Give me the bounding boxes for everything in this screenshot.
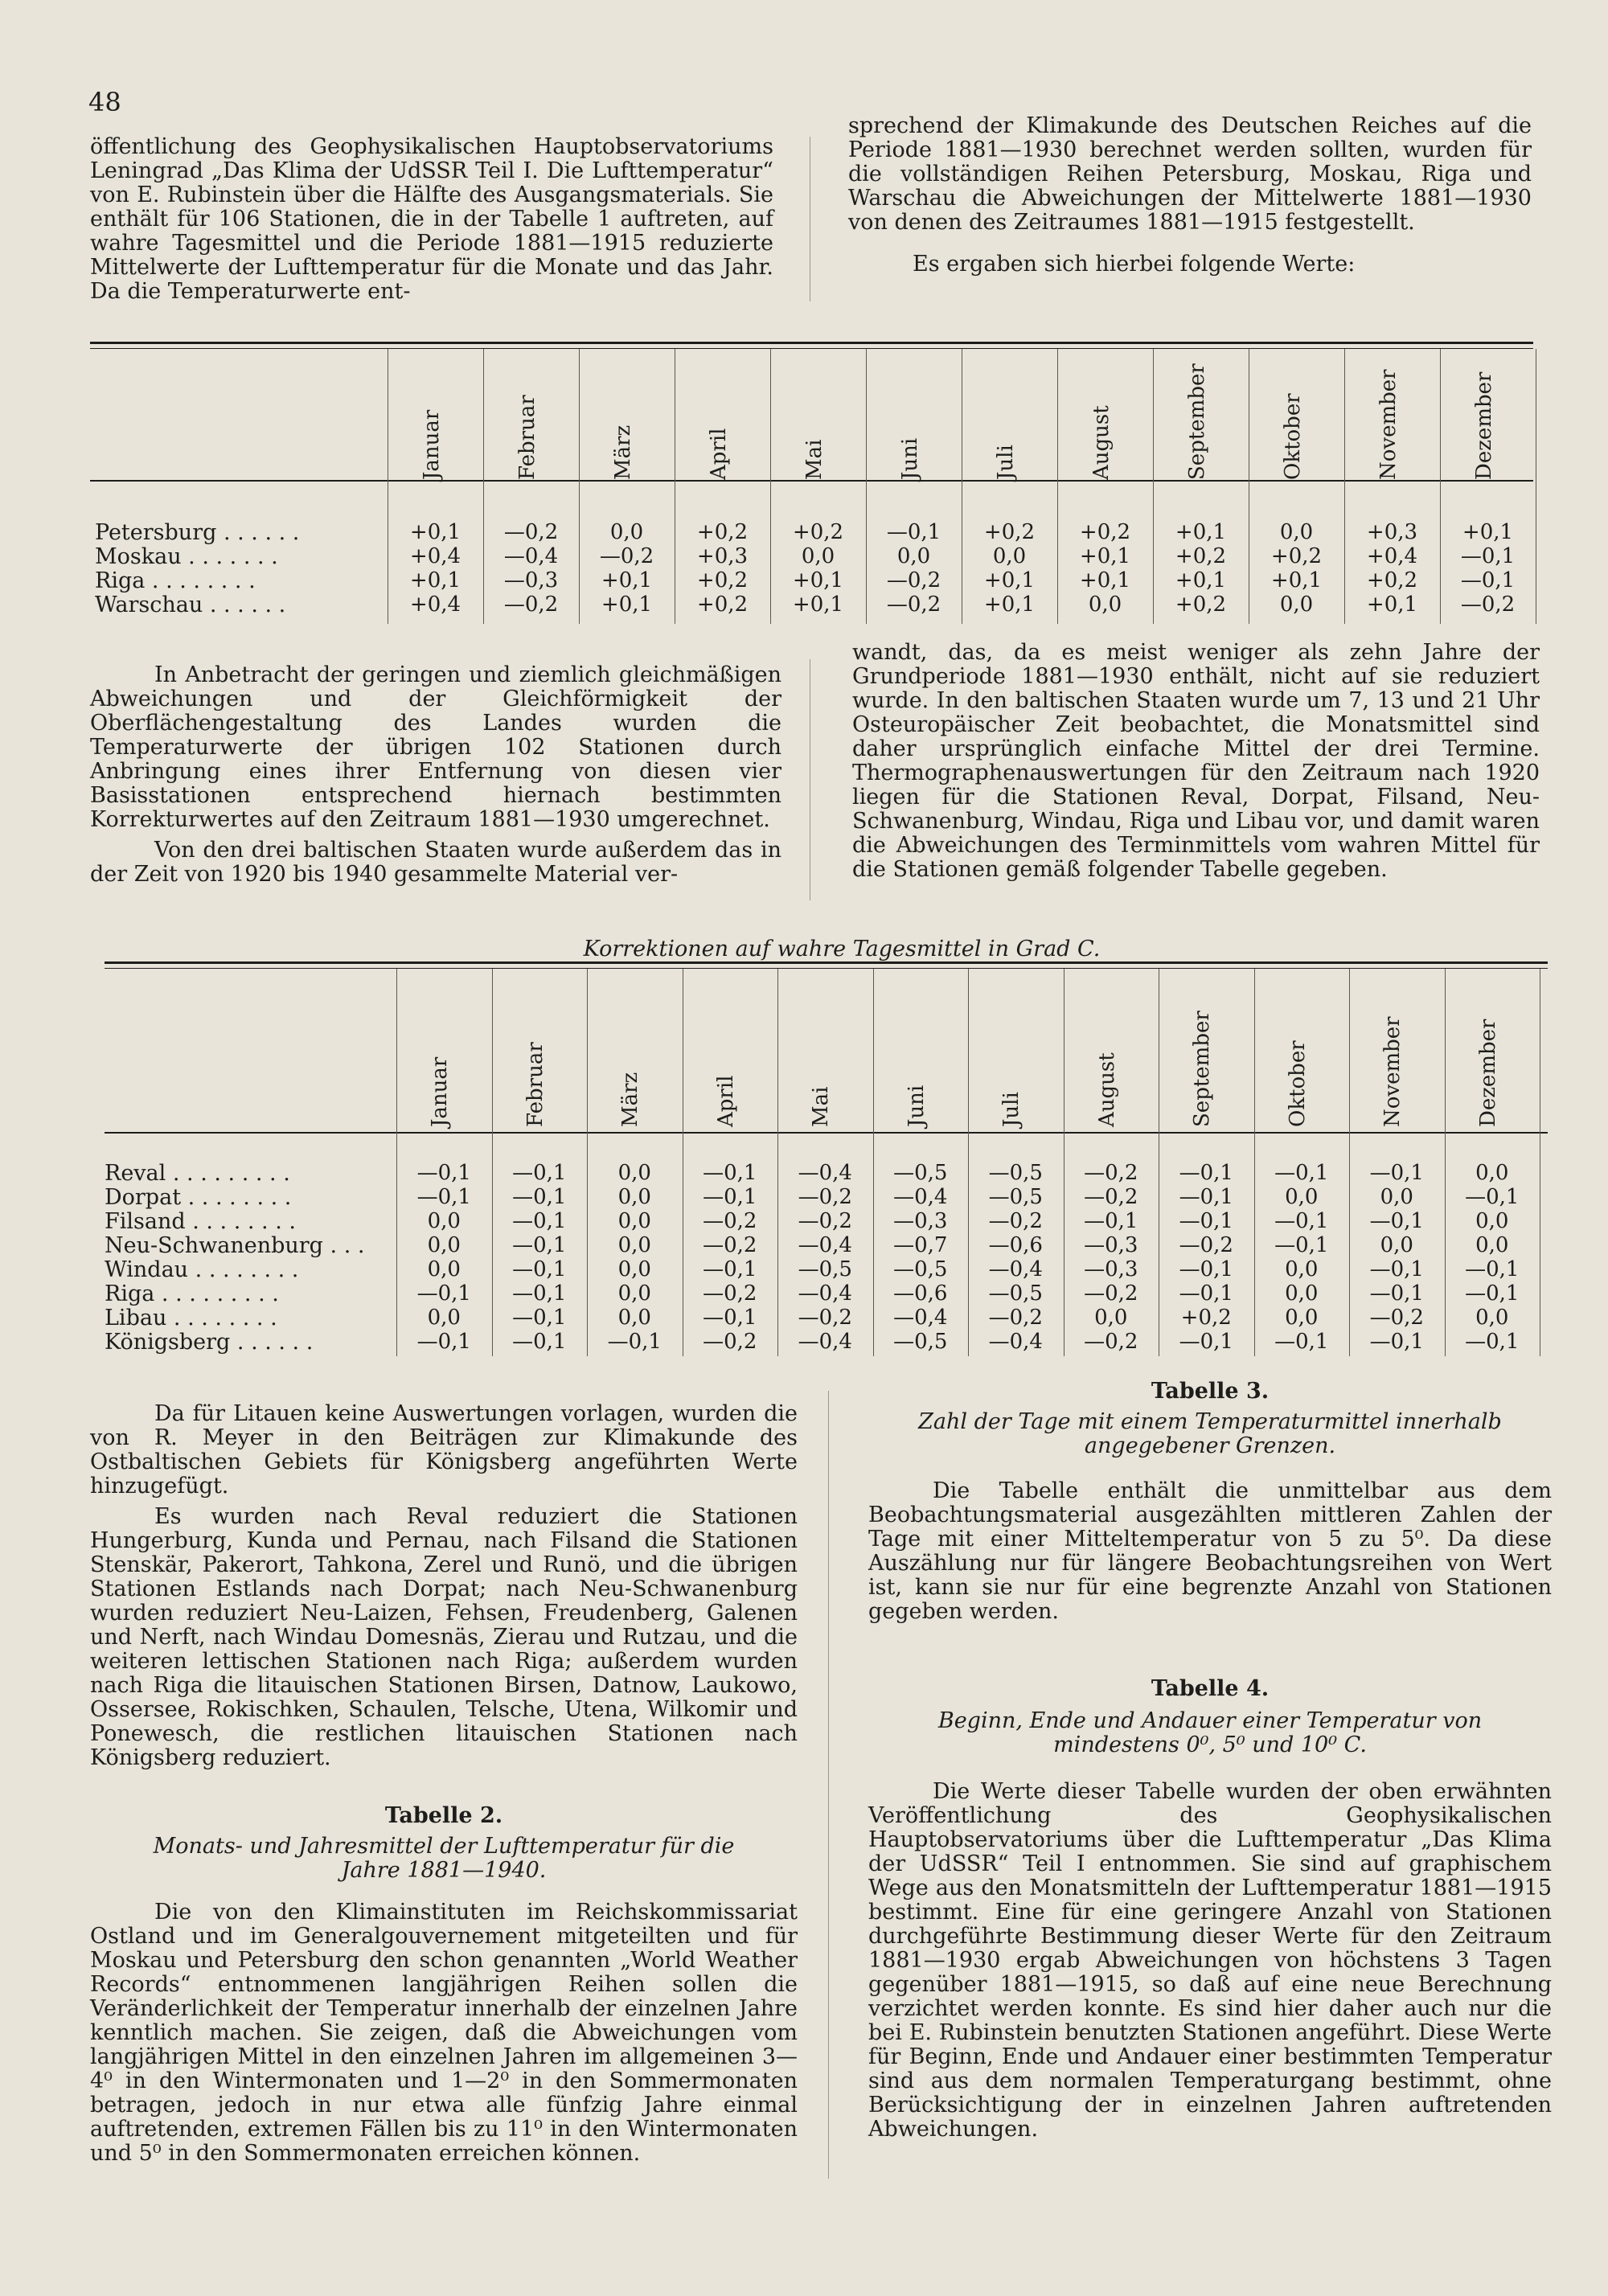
table-cell: —0,4 bbox=[988, 1330, 1043, 1354]
table-header-rule bbox=[90, 480, 1533, 482]
table-cell: 0,0 bbox=[1380, 1185, 1413, 1209]
month-header: August bbox=[1089, 405, 1114, 480]
col2-mid-paragraph: wandt, das, da es meist weniger als zehn Jahre der Grundperiode 1881—1930 enthält, nicht auf sie reduziert wurde. In den baltischen Staaten wurde um 7, 13 und 21 Uhr Osteuropäischer Zeit beobachtet, die Monatsmittel sind daher ursprünglich einfache Mittel der drei Termine. Thermographenauswertungen für den Zeitraum nach 1920 liegen für die Stationen Reval, Dorpat, Filsand, Neu-Schwanenburg, Windau, Riga und Libau vor, und damit waren die Abweichungen des Terminmittels vom wahren Mittel für die Stationen gemäß folgender Tabelle gegeben. bbox=[852, 640, 1540, 882]
table-cell: —0,1 bbox=[512, 1257, 567, 1281]
column-line bbox=[866, 349, 867, 624]
month-header: Februar bbox=[515, 395, 539, 480]
table-cell: —0,2 bbox=[703, 1330, 757, 1354]
table-cell: +0,4 bbox=[409, 592, 461, 617]
table-cell: +0,1 bbox=[1270, 568, 1323, 592]
table-cell: —0,2 bbox=[886, 568, 941, 592]
table-cell: 0,0 bbox=[1475, 1209, 1509, 1233]
column-line bbox=[777, 969, 778, 1356]
table-cell: —0,1 bbox=[1465, 1281, 1520, 1306]
table-row-label: Königsberg . . . . . . bbox=[105, 1330, 314, 1355]
table-cell: 0,0 bbox=[1475, 1233, 1509, 1257]
table-cell: —0,5 bbox=[798, 1257, 852, 1281]
table-cell: —0,4 bbox=[798, 1161, 852, 1185]
table-cell: —0,5 bbox=[988, 1161, 1043, 1185]
month-header: Juni bbox=[897, 437, 922, 480]
table-2 bbox=[105, 961, 1548, 1380]
table-cell: —0,2 bbox=[1369, 1306, 1424, 1330]
column-line bbox=[873, 969, 874, 1356]
month-header: November bbox=[1376, 369, 1401, 480]
table-cell: —0,4 bbox=[988, 1257, 1043, 1281]
table-cell: —0,1 bbox=[1274, 1161, 1329, 1185]
table-2-heading: Tabelle 2. bbox=[384, 1803, 503, 1828]
table-row-label: Libau . . . . . . . . bbox=[105, 1306, 277, 1330]
table-cell: —0,2 bbox=[599, 544, 654, 568]
table-cell: +0,2 bbox=[792, 520, 844, 544]
table-cell: +0,4 bbox=[1366, 544, 1418, 568]
table-cell: —0,1 bbox=[1179, 1330, 1233, 1354]
table-cell: —0,1 bbox=[1084, 1209, 1138, 1233]
table-cell: 0,0 bbox=[617, 1233, 651, 1257]
table-row-label: Petersburg . . . . . . bbox=[95, 520, 300, 545]
col2-low-paragraph-2: Die Werte dieser Tabelle wurden der oben erwähnten Veröffentlichung des Geophysikalischen Hauptobservatoriums über die Lufttemperatur „Das Klima der UdSSR“ Teil I entnommen. Sie sind auf graphischem Wege aus den Monatsmitteln der Lufttemperatur 1881—1915 bestimmt. Eine für eine geringere Anzahl von Stationen durchgeführte Bestimmung dieser Werte für den Zeitraum 1881—1930 ergab Abweichungen von höchstens 3 Tagen gegenüber 1881—1915, so daß auf eine neue Berechnung verzichtet werden konnte. Es sind hier daher auch nur die bei E. Rubinstein benutzten Stationen angeführt. Diese Werte für Beginn, Ende und Andauer einer bestimmten Temperatur sind aus dem normalen Temperaturgang bestimmt, ohne Berücksichtigung der in einzelnen Jahren auftretenden Abweichungen. bbox=[868, 1779, 1552, 2142]
page-number: 48 bbox=[88, 87, 121, 117]
col1-low-text bbox=[90, 1402, 798, 2169]
table-cell: —0,5 bbox=[988, 1281, 1043, 1306]
column-line bbox=[1254, 969, 1255, 1356]
table-cell: —0,1 bbox=[512, 1330, 567, 1354]
table-cell: —0,7 bbox=[893, 1233, 948, 1257]
table-cell: +0,2 bbox=[983, 520, 1036, 544]
table-cell: 0,0 bbox=[1285, 1257, 1319, 1281]
table-cell: 0,0 bbox=[617, 1185, 651, 1209]
month-header: Oktober bbox=[1280, 393, 1305, 480]
table-4-heading: Tabelle 4. bbox=[1151, 1676, 1270, 1701]
table-cell: 0,0 bbox=[896, 544, 931, 568]
column-line bbox=[1057, 349, 1058, 624]
col1-low-paragraph-3: Die von den Klimainstituten im Reichskommissariat Ostland und im Generalgouvernement mitgeteilten und für Moskau und Petersburg den schon genannten „World Weather Records“ entnommenen langjährigen Reihen sollen die Veränderlichkeit der Temperatur innerhalb der einzelnen Jahre kenntlich machen. Sie zeigen, daß die Abweichungen vom langjährigen Mittel in den einzelnen Jahren im allgemeinen 3—4⁰ in den Wintermonaten und 1—2⁰ in den Sommermonaten betragen, jedoch in nur etwa alle fünfzig Jahre einmal auftretenden, extremen Fällen bis zu 11⁰ in den Wintermonaten und 5⁰ in den Sommermonaten erreichen können. bbox=[90, 1900, 798, 2166]
table-cell: —0,2 bbox=[1084, 1185, 1138, 1209]
table-cell: 0,0 bbox=[617, 1209, 651, 1233]
table-cell: —0,2 bbox=[1084, 1281, 1138, 1306]
table-top-rule-thin bbox=[90, 348, 1533, 349]
col1-low-paragraph-2: Es wurden nach Reval reduziert die Stationen Hungerburg, Kunda und Pernau, nach Filsand die Stationen Stenskär, Pakerort, Tahkona, Zerel und Runö, und die übrigen Stationen Estlands nach Dorpat; nach Neu-Schwanenburg wurden reduziert Neu-Laizen, Fehsen, Freudenberg, Galenen und Nerft, nach Windau Domesnäs, Zierau und Rutzau, und die weiteren lettischen Stationen nach Riga; außerdem wurden nach Riga die litauischen Stationen Birsen, Datnow, Laukowo, Ossersee, Rokischken, Schaulen, Telsche, Utena, Wilkomir und Ponewesch, die restlichen litauischen Stationen nach Königsberg reduziert. bbox=[90, 1504, 798, 1770]
table-cell: 0,0 bbox=[1285, 1306, 1319, 1330]
table-3-caption: Zahl der Tage mit einem Temperaturmittel innerhalb angegebener Grenzen. bbox=[918, 1409, 1502, 1458]
table-cell: +0,1 bbox=[1366, 592, 1418, 617]
table-cell: +0,1 bbox=[1175, 568, 1227, 592]
table-top-rule bbox=[90, 342, 1533, 344]
month-header: April bbox=[713, 1075, 738, 1127]
table-cell: —0,1 bbox=[1179, 1281, 1233, 1306]
table-cell: —0,2 bbox=[1460, 592, 1516, 617]
table-cell: 0,0 bbox=[617, 1306, 651, 1330]
table-row-label: Moskau . . . . . . . bbox=[95, 544, 278, 569]
table-row-label: Windau . . . . . . . . bbox=[105, 1257, 299, 1282]
month-header: März bbox=[618, 1072, 643, 1127]
month-header: Dezember bbox=[1471, 371, 1496, 480]
column-line bbox=[492, 969, 493, 1356]
table-cell: —0,1 bbox=[1369, 1257, 1424, 1281]
month-header: Januar bbox=[428, 1056, 453, 1127]
table-cell: +0,1 bbox=[1079, 568, 1131, 592]
table-cell: —0,2 bbox=[988, 1209, 1043, 1233]
table-cell: —0,1 bbox=[1274, 1233, 1329, 1257]
month-header: Dezember bbox=[1475, 1019, 1500, 1127]
table-cell: —0,1 bbox=[512, 1185, 567, 1209]
column-line bbox=[483, 349, 484, 624]
column-line bbox=[587, 969, 588, 1356]
table-cell: —0,2 bbox=[503, 592, 559, 617]
table-cell: +0,1 bbox=[792, 568, 844, 592]
table-cell: —0,2 bbox=[703, 1281, 757, 1306]
table-cell: —0,1 bbox=[416, 1281, 471, 1306]
column-line bbox=[1344, 349, 1345, 624]
table-cell: 0,0 bbox=[1380, 1233, 1413, 1257]
table-row-label: Riga . . . . . . . . . bbox=[105, 1281, 279, 1306]
col2-top-text bbox=[848, 114, 1532, 280]
table-row-label: Warschau . . . . . . bbox=[95, 592, 286, 617]
table-cell: +0,1 bbox=[1175, 520, 1227, 544]
table-cell: —0,1 bbox=[1465, 1185, 1520, 1209]
table-cell: —0,2 bbox=[1084, 1161, 1138, 1185]
month-header: Mai bbox=[802, 439, 827, 480]
table-cell: 0,0 bbox=[1475, 1161, 1509, 1185]
col1-mid-paragraph-1: In Anbetracht der geringen und ziemlich gleichmäßigen Abweichungen und der Gleichförmigkeit der Oberflächengestaltung des Landes wurden die Temperaturwerte der übrigen 102 Stationen durch Anbringung eines ihrer Entfernung von diesen vier Basisstationen entsprechend hiernach bestimmten Korrekturwertes auf den Zeitraum 1881—1930 umgerechnet. bbox=[90, 662, 781, 832]
col1-top-paragraph: öffentlichung des Geophysikalischen Hauptobservatoriums Leningrad „Das Klima der UdSSR Teil I. Die Lufttemperatur“ von E. Rubinstein über die Hälfte des Ausgangsmaterials. Sie enthält für 106 Stationen, die in der Tabelle 1 auftreten, auf wahre Tagesmittel und die Periode 1881—1915 reduzierte Mittelwerte der Lufttemperatur für die Monate und das Jahr. Da die Temperaturwerte ent- bbox=[90, 134, 773, 304]
table-cell: +0,2 bbox=[696, 592, 749, 617]
table-cell: —0,2 bbox=[703, 1209, 757, 1233]
table-cell: +0,2 bbox=[1366, 568, 1418, 592]
table-cell: —0,1 bbox=[1460, 544, 1516, 568]
table-cell: —0,5 bbox=[893, 1257, 948, 1281]
table-cell: 0,0 bbox=[1475, 1306, 1509, 1330]
column-line bbox=[1445, 969, 1446, 1356]
table-cell: —0,3 bbox=[1084, 1257, 1138, 1281]
month-header: Februar bbox=[523, 1042, 548, 1127]
table-header-rule bbox=[105, 1132, 1548, 1134]
table-cell: —0,4 bbox=[798, 1281, 852, 1306]
table-cell: —0,1 bbox=[416, 1161, 471, 1185]
column-line bbox=[1440, 349, 1441, 624]
table-cell: —0,2 bbox=[798, 1185, 852, 1209]
table-cell: —0,6 bbox=[988, 1233, 1043, 1257]
table-cell: —0,1 bbox=[703, 1257, 757, 1281]
table-cell: +0,1 bbox=[792, 592, 844, 617]
table-row-label: Dorpat . . . . . . . . bbox=[105, 1185, 292, 1210]
month-header: April bbox=[706, 428, 731, 480]
col1-top-text bbox=[90, 135, 773, 307]
table-cell: 0,0 bbox=[1279, 520, 1314, 544]
table-cell: —0,2 bbox=[798, 1209, 852, 1233]
month-header: Oktober bbox=[1285, 1040, 1310, 1127]
table-cell: —0,3 bbox=[503, 568, 559, 592]
column-line bbox=[1153, 349, 1154, 624]
table-cell: —0,2 bbox=[703, 1233, 757, 1257]
table-cell: —0,1 bbox=[1274, 1330, 1329, 1354]
month-header: September bbox=[1190, 1011, 1215, 1127]
table-cell: 0,0 bbox=[1094, 1306, 1128, 1330]
col1-mid-paragraph-2: Von den drei baltischen Staaten wurde außerdem das in der Zeit von 1920 bis 1940 gesammelte Material ver- bbox=[90, 838, 781, 887]
table-cell: —0,2 bbox=[1179, 1233, 1233, 1257]
table-cell: —0,1 bbox=[416, 1330, 471, 1354]
table-cell: —0,1 bbox=[1179, 1161, 1233, 1185]
table-cell: 0,0 bbox=[427, 1233, 461, 1257]
month-header: März bbox=[610, 424, 635, 480]
table-cell: —0,1 bbox=[512, 1281, 567, 1306]
table-cell: —0,6 bbox=[893, 1281, 948, 1306]
table-cell: +0,2 bbox=[696, 520, 749, 544]
month-header: Mai bbox=[809, 1086, 834, 1127]
table-cell: —0,1 bbox=[512, 1161, 567, 1185]
table-cell: —0,1 bbox=[512, 1306, 567, 1330]
table-cell: +0,2 bbox=[1175, 544, 1227, 568]
table-cell: +0,1 bbox=[409, 568, 461, 592]
table-cell: —0,1 bbox=[703, 1185, 757, 1209]
table-top-rule bbox=[105, 961, 1548, 964]
table-cell: +0,2 bbox=[696, 568, 749, 592]
table-cell: +0,2 bbox=[1270, 544, 1323, 568]
table-cell: +0,2 bbox=[1175, 592, 1227, 617]
table-cell: —0,2 bbox=[798, 1306, 852, 1330]
table-cell: +0,1 bbox=[601, 592, 653, 617]
month-header: September bbox=[1184, 363, 1209, 480]
table-cell: +0,1 bbox=[601, 568, 653, 592]
table-cell: +0,1 bbox=[409, 520, 461, 544]
table-cell: +0,2 bbox=[1180, 1306, 1232, 1330]
table-row-label: Reval . . . . . . . . . bbox=[105, 1161, 290, 1186]
column-divider bbox=[828, 1391, 829, 2179]
table-cell: +0,1 bbox=[983, 592, 1036, 617]
col1-mid-text bbox=[90, 663, 781, 890]
col2-mid-text bbox=[852, 641, 1540, 885]
table-cell: —0,1 bbox=[1369, 1161, 1424, 1185]
month-header: Juli bbox=[999, 1092, 1024, 1127]
table-cell: 0,0 bbox=[1285, 1185, 1319, 1209]
table-cell: —0,2 bbox=[988, 1306, 1043, 1330]
table-cell: —0,2 bbox=[1084, 1330, 1138, 1354]
table-cell: —0,1 bbox=[1369, 1281, 1424, 1306]
table-cell: —0,1 bbox=[1465, 1257, 1520, 1281]
table-cell: —0,3 bbox=[893, 1209, 948, 1233]
col2-top-lead: Es ergaben sich hierbei folgende Werte: bbox=[913, 252, 1356, 277]
table-cell: +0,3 bbox=[696, 544, 749, 568]
table-cell: —0,1 bbox=[1179, 1185, 1233, 1209]
table-cell: —0,4 bbox=[503, 544, 559, 568]
table-2-caption: Monats- und Jahresmittel der Lufttemperatur für die Jahre 1881—1940. bbox=[153, 1834, 735, 1883]
table-cell: 0,0 bbox=[427, 1306, 461, 1330]
table-cell: —0,1 bbox=[512, 1233, 567, 1257]
table-cell: 0,0 bbox=[427, 1209, 461, 1233]
table-cell: 0,0 bbox=[427, 1257, 461, 1281]
table-1 bbox=[90, 342, 1533, 627]
table-cell: —0,1 bbox=[1179, 1257, 1233, 1281]
table-cell: —0,4 bbox=[798, 1233, 852, 1257]
table-cell: +0,1 bbox=[983, 568, 1036, 592]
table-cell: —0,1 bbox=[1460, 568, 1516, 592]
column-line bbox=[396, 969, 397, 1356]
table-cell: —0,1 bbox=[1274, 1209, 1329, 1233]
table-cell: 0,0 bbox=[609, 520, 644, 544]
month-header: Juni bbox=[904, 1084, 929, 1127]
table-cell: —0,1 bbox=[1369, 1209, 1424, 1233]
table-cell: 0,0 bbox=[617, 1257, 651, 1281]
month-header: Juli bbox=[993, 445, 1018, 480]
table-row-label: Filsand . . . . . . . . bbox=[105, 1209, 296, 1234]
table-cell: +0,4 bbox=[409, 544, 461, 568]
table-row-label: Riga . . . . . . . . bbox=[95, 568, 256, 593]
table-cell: —0,4 bbox=[798, 1330, 852, 1354]
table-cell: +0,1 bbox=[1079, 544, 1131, 568]
table-cell: —0,1 bbox=[1369, 1330, 1424, 1354]
col2-low-paragraph-1: Die Tabelle enthält die unmittelbar aus dem Beobachtungsmaterial ausgezählten mittleren Zahlen der Tage mit einer Mitteltemperatur von 5 zu 5⁰. Da diese Auszählung nur für längere Beobachtungsreihen von Wert ist, kann sie nur für eine begrenzte Anzahl von Stationen gegeben werden. bbox=[868, 1478, 1552, 1624]
table-cell: —0,1 bbox=[886, 520, 941, 544]
table-cell: —0,1 bbox=[1465, 1330, 1520, 1354]
table-cell: +0,2 bbox=[1079, 520, 1131, 544]
month-header: August bbox=[1094, 1052, 1119, 1127]
table-cell: 0,0 bbox=[992, 544, 1027, 568]
table-cell: —0,1 bbox=[607, 1330, 662, 1354]
table-2-title: Korrektionen auf wahre Tagesmittel in Grad C. bbox=[583, 937, 1101, 961]
table-cell: 0,0 bbox=[801, 544, 835, 568]
table-cell: —0,4 bbox=[893, 1185, 948, 1209]
table-cell: —0,1 bbox=[512, 1209, 567, 1233]
table-cell: —0,2 bbox=[886, 592, 941, 617]
table-cell: —0,3 bbox=[1084, 1233, 1138, 1257]
table-cell: —0,1 bbox=[416, 1185, 471, 1209]
table-cell: +0,3 bbox=[1366, 520, 1418, 544]
table-cell: —0,1 bbox=[703, 1306, 757, 1330]
column-line bbox=[968, 969, 969, 1356]
table-top-rule-thin bbox=[105, 968, 1548, 969]
col1-low-paragraph-1: Da für Litauen keine Auswertungen vorlagen, wurden die von R. Meyer in den Beiträgen zur Klimakunde des Ostbaltischen Gebiets für Königsberg angeführten Werte hinzugefügt. bbox=[90, 1401, 798, 1499]
table-cell: 0,0 bbox=[1279, 592, 1314, 617]
column-line bbox=[770, 349, 771, 624]
table-cell: —0,4 bbox=[893, 1306, 948, 1330]
table-cell: 0,0 bbox=[617, 1281, 651, 1306]
table-cell: —0,5 bbox=[893, 1330, 948, 1354]
table-cell: 0,0 bbox=[1285, 1281, 1319, 1306]
col2-low-text bbox=[868, 1380, 1552, 2145]
table-cell: 0,0 bbox=[1088, 592, 1122, 617]
table-cell: +0,1 bbox=[1462, 520, 1514, 544]
month-header: November bbox=[1380, 1016, 1405, 1127]
month-header: Januar bbox=[419, 409, 444, 480]
table-row-label: Neu-Schwanenburg . . . bbox=[105, 1233, 365, 1258]
table-3-heading: Tabelle 3. bbox=[1151, 1379, 1270, 1404]
table-cell: —0,1 bbox=[703, 1161, 757, 1185]
col2-top-paragraph: sprechend der Klimakunde des Deutschen Reiches auf die Periode 1881—1930 berechnet werden sollten, wurden für die vollständigen Reihen Petersburg, Moskau, Riga und Warschau die Abweichungen der Mittelwerte 1881—1930 von denen des Zeitraumes 1881—1915 festgestellt. bbox=[848, 113, 1532, 235]
table-cell: —0,5 bbox=[893, 1161, 948, 1185]
table-cell: —0,2 bbox=[503, 520, 559, 544]
table-cell: 0,0 bbox=[617, 1161, 651, 1185]
table-4-caption: Beginn, Ende und Andauer einer Temperatur von mindestens 0⁰, 5⁰ und 10⁰ C. bbox=[937, 1708, 1483, 1757]
table-cell: —0,1 bbox=[1179, 1209, 1233, 1233]
table-cell: —0,5 bbox=[988, 1185, 1043, 1209]
column-line bbox=[579, 349, 580, 624]
column-line bbox=[1349, 969, 1350, 1356]
